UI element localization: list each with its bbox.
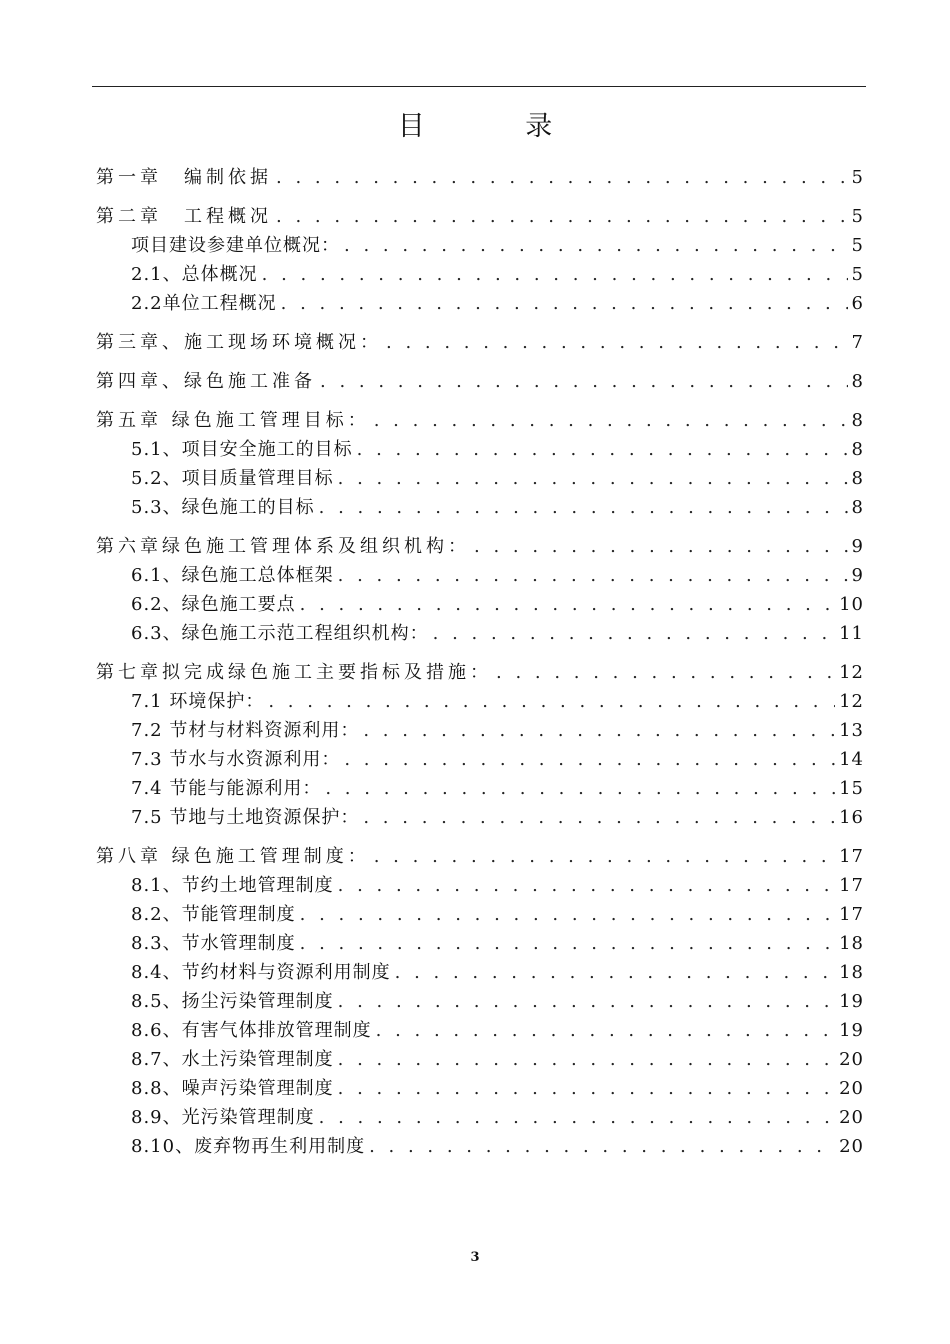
toc-dot-leader xyxy=(369,1136,835,1158)
toc-entry-page: 20 xyxy=(839,1049,864,1070)
toc-entry-title: 8.5、扬尘污染管理制度 xyxy=(131,991,334,1012)
toc-entry-page: 9 xyxy=(851,565,864,586)
toc-dot-leader xyxy=(338,1078,835,1100)
toc-chapter-entry[interactable] xyxy=(96,839,864,868)
toc-dot-leader xyxy=(319,1107,835,1129)
toc-entry-title: 8.6、有害气体排放管理制度 xyxy=(131,1020,372,1041)
toc-dot-leader xyxy=(433,623,835,645)
toc-entry-title: 8.10、废弃物再生利用制度 xyxy=(131,1136,366,1157)
toc-entry-title: 7.3 节水与水资源利用： xyxy=(131,749,341,770)
toc-entry-title: 2.2单位工程概况 xyxy=(131,293,277,314)
toc-dot-leader xyxy=(344,235,848,257)
toc-dot-leader xyxy=(276,167,848,189)
toc-entry-page: 17 xyxy=(839,846,864,867)
toc-entry-title: 7.5 节地与土地资源保护： xyxy=(131,807,360,828)
toc-entry-page: 11 xyxy=(839,623,864,644)
toc-entry-page: 19 xyxy=(839,1020,864,1041)
toc-entry-page: 17 xyxy=(839,904,864,925)
toc-entry-title: 7.2 节材与材料资源利用： xyxy=(131,720,360,741)
toc-section-entry[interactable] xyxy=(96,490,864,519)
toc-entry-page: 15 xyxy=(839,778,864,799)
toc-entry-title: 8.4、节约材料与资源利用制度 xyxy=(131,962,391,983)
toc-dot-leader xyxy=(496,662,835,684)
toc-dot-leader xyxy=(319,497,848,519)
toc-entry-page: 9 xyxy=(851,536,864,557)
toc-entry-page: 14 xyxy=(839,749,864,770)
toc-section-entry[interactable] xyxy=(96,257,864,286)
toc-entry-page: 5 xyxy=(851,235,864,256)
toc-entry-page: 12 xyxy=(839,691,864,712)
toc-chapter-entry[interactable] xyxy=(96,364,864,393)
toc-entry-page: 8 xyxy=(851,410,864,431)
toc-dot-leader xyxy=(281,293,848,315)
toc-entry-page: 5 xyxy=(851,167,864,188)
toc-entry-page: 8 xyxy=(851,497,864,518)
toc-entry-title: 第三章、施工现场环境概况： xyxy=(96,332,382,353)
toc-entry-page: 18 xyxy=(839,962,864,983)
toc-entry-page: 5 xyxy=(851,264,864,285)
toc-section-entry[interactable] xyxy=(96,897,864,926)
toc-entry-title: 8.1、节约土地管理制度 xyxy=(131,875,334,896)
toc-section-entry[interactable] xyxy=(96,800,864,829)
toc-entry-page: 16 xyxy=(839,807,864,828)
toc-section-entry[interactable] xyxy=(96,1100,864,1129)
toc-chapter-entry[interactable] xyxy=(96,199,864,228)
header-rule xyxy=(92,86,866,87)
toc-section-entry[interactable] xyxy=(96,228,864,257)
toc-entry-title: 8.2、节能管理制度 xyxy=(131,904,296,925)
toc-chapter-entry[interactable] xyxy=(96,529,864,558)
toc-section-entry[interactable] xyxy=(96,461,864,490)
toc-dot-leader xyxy=(300,933,835,955)
toc-entry-title: 第四章、绿色施工准备 xyxy=(96,371,316,392)
toc-dot-leader xyxy=(374,410,848,432)
toc-section-entry[interactable] xyxy=(96,926,864,955)
toc-entry-title: 第五章 绿色施工管理目标： xyxy=(96,410,370,431)
toc-dot-leader xyxy=(395,962,835,984)
toc-section-entry[interactable] xyxy=(96,984,864,1013)
toc-section-entry[interactable] xyxy=(96,558,864,587)
toc-entry-title: 第八章 绿色施工管理制度： xyxy=(96,846,370,867)
toc-chapter-entry[interactable] xyxy=(96,403,864,432)
toc-dot-leader xyxy=(357,439,848,461)
toc-dot-leader xyxy=(338,565,848,587)
toc-entry-page: 8 xyxy=(851,371,864,392)
toc-dot-leader xyxy=(320,371,848,393)
toc-chapter-entry[interactable] xyxy=(96,160,864,189)
toc-entry-page: 19 xyxy=(839,991,864,1012)
toc-entry-title: 8.7、水土污染管理制度 xyxy=(131,1049,334,1070)
toc-entry-page: 17 xyxy=(839,875,864,896)
toc-chapter-entry[interactable] xyxy=(96,655,864,684)
toc-entry-page: 7 xyxy=(851,332,864,353)
toc-section-entry[interactable] xyxy=(96,1071,864,1100)
toc-entry-title: 5.1、项目安全施工的目标 xyxy=(131,439,353,460)
toc-entry-page: 20 xyxy=(839,1136,864,1157)
toc-section-entry[interactable] xyxy=(96,432,864,461)
toc-section-entry[interactable] xyxy=(96,868,864,897)
toc-entry-title: 6.1、绿色施工总体框架 xyxy=(131,565,334,586)
toc-entry-page: 20 xyxy=(839,1078,864,1099)
toc-entry-title: 6.2、绿色施工要点 xyxy=(131,594,296,615)
toc-entry-title: 6.3、绿色施工示范工程组织机构： xyxy=(131,623,429,644)
toc-entry-page: 5 xyxy=(851,206,864,227)
toc-entry-title: 7.4 节能与能源利用： xyxy=(131,778,322,799)
toc-section-entry[interactable] xyxy=(96,1042,864,1071)
toc-section-entry[interactable] xyxy=(96,286,864,315)
toc-entry-page: 6 xyxy=(851,293,864,314)
toc-section-entry[interactable] xyxy=(96,1013,864,1042)
toc-section-entry[interactable] xyxy=(96,1129,864,1158)
toc-entry-title: 7.1 环境保护： xyxy=(131,691,265,712)
toc-dot-leader xyxy=(338,1049,835,1071)
toc-entry-title: 2.1、总体概况 xyxy=(131,264,258,285)
toc-dot-leader xyxy=(325,778,835,800)
toc-dot-leader xyxy=(262,264,848,286)
toc-dot-leader xyxy=(338,468,848,490)
toc-dot-leader xyxy=(338,875,835,897)
toc-dot-leader xyxy=(363,720,835,742)
toc-entry-title: 5.3、绿色施工的目标 xyxy=(131,497,315,518)
toc-dot-leader xyxy=(363,807,835,829)
toc-entry-page: 10 xyxy=(839,594,864,615)
toc-section-entry[interactable] xyxy=(96,616,864,645)
toc-dot-leader xyxy=(276,206,848,228)
toc-dot-leader xyxy=(300,594,835,616)
toc-entry-title: 项目建设参建单位概况： xyxy=(131,235,340,256)
toc-dot-leader xyxy=(344,749,835,771)
page-number: 3 xyxy=(470,1250,480,1265)
toc-entry-page: 13 xyxy=(839,720,864,741)
toc-entry-page: 8 xyxy=(851,439,864,460)
toc-dot-leader xyxy=(386,332,848,354)
toc-section-entry[interactable] xyxy=(96,587,864,616)
table-of-contents xyxy=(96,160,864,1158)
toc-dot-leader xyxy=(376,1020,835,1042)
toc-entry-title: 第一章 编制依据 xyxy=(96,167,272,188)
toc-entry-title: 5.2、项目质量管理目标 xyxy=(131,468,334,489)
toc-entry-page: 20 xyxy=(839,1107,864,1128)
toc-entry-title: 第七章拟完成绿色施工主要指标及措施： xyxy=(96,662,492,683)
toc-section-entry[interactable] xyxy=(96,684,864,713)
toc-entry-title: 8.8、噪声污染管理制度 xyxy=(131,1078,334,1099)
toc-section-entry[interactable] xyxy=(96,742,864,771)
toc-entry-title: 第二章 工程概况 xyxy=(96,206,272,227)
toc-entry-title: 8.9、光污染管理制度 xyxy=(131,1107,315,1128)
toc-dot-leader xyxy=(300,904,835,926)
toc-section-entry[interactable] xyxy=(96,955,864,984)
toc-section-entry[interactable] xyxy=(96,771,864,800)
toc-dot-leader xyxy=(268,691,835,713)
toc-chapter-entry[interactable] xyxy=(96,325,864,354)
toc-section-entry[interactable] xyxy=(96,713,864,742)
toc-entry-page: 8 xyxy=(851,468,864,489)
toc-entry-title: 第六章绿色施工管理体系及组织机构： xyxy=(96,536,470,557)
toc-dot-leader xyxy=(338,991,835,1013)
toc-entry-page: 12 xyxy=(839,662,864,683)
toc-entry-page: 18 xyxy=(839,933,864,954)
toc-title: 目 录 xyxy=(397,111,599,142)
toc-dot-leader xyxy=(474,536,848,558)
toc-dot-leader xyxy=(374,846,835,868)
toc-entry-title: 8.3、节水管理制度 xyxy=(131,933,296,954)
